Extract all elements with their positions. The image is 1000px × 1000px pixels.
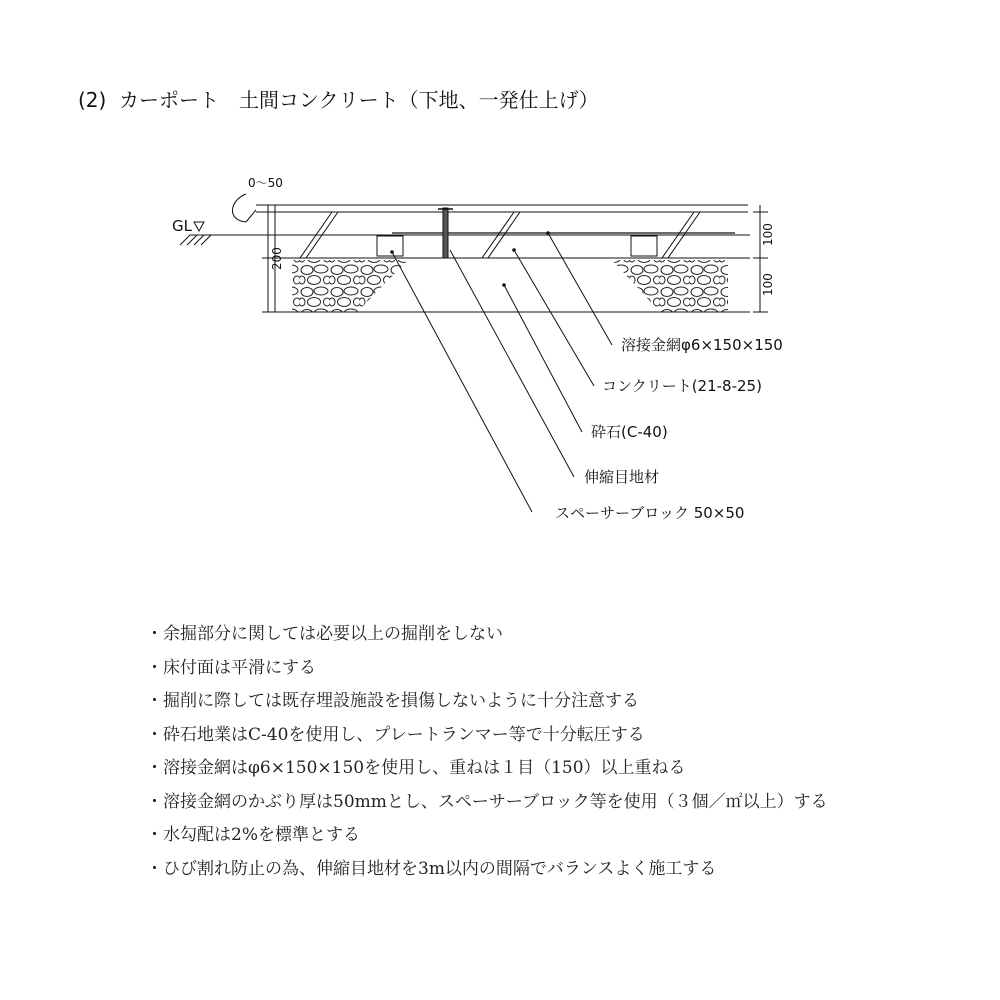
dim-top-offset: 0〜50 bbox=[248, 176, 283, 190]
gl-label: GL bbox=[172, 217, 192, 235]
spacer-block bbox=[631, 236, 657, 256]
gl-symbol bbox=[172, 217, 211, 245]
leader-joint bbox=[450, 250, 574, 477]
note-item: ・溶接金網はφ6×150×150を使用し、重ねは１目（150）以上重ねる bbox=[146, 758, 686, 778]
note-item: ・水勾配は2%を標準とする bbox=[146, 825, 360, 845]
leader-wire-mesh bbox=[548, 233, 612, 345]
callout-gravel: 砕石(C-40) bbox=[591, 423, 668, 441]
note-item: ・余掘部分に関しては必要以上の掘削をしない bbox=[146, 624, 503, 644]
expansion-joint bbox=[443, 208, 448, 258]
note-item: ・床付面は平滑にする bbox=[146, 657, 316, 678]
note-item: ・溶接金網のかぶり厚は50mmとし、スペーサーブロック等を使用（３個／㎡以上）する bbox=[146, 791, 828, 812]
callout-concrete: コンクリート(21-8-25) bbox=[602, 377, 762, 395]
dim-lower-thickness: 100 bbox=[761, 273, 775, 296]
gravel-layer bbox=[292, 260, 728, 312]
callout-spacer-block: スペーサーブロック 50×50 bbox=[555, 504, 745, 522]
leader-spacer bbox=[392, 252, 532, 512]
note-item: ・ひび割れ防止の為、伸縮目地材を3m以内の間隔でバランスよく施工する bbox=[146, 858, 717, 879]
callout-wire-mesh: 溶接金網φ6×150×150 bbox=[621, 336, 783, 354]
dim-total-depth: 200 bbox=[270, 247, 284, 270]
dim-upper-thickness: 100 bbox=[761, 223, 775, 246]
leader-concrete bbox=[514, 250, 594, 386]
page-title: (2) カーポート 土間コンクリート（下地、一発仕上げ） bbox=[78, 88, 599, 112]
notes-list bbox=[146, 622, 828, 890]
note-item: ・砕石地業はC-40を使用し、プレートランマー等で十分転圧する bbox=[146, 724, 645, 745]
note-item: ・掘削に際しては既存埋設施設を損傷しないように十分注意する bbox=[146, 691, 639, 711]
leader-gravel bbox=[504, 285, 582, 432]
spacer-block bbox=[377, 236, 403, 256]
callout-expansion-joint: 伸縮目地材 bbox=[584, 468, 660, 486]
